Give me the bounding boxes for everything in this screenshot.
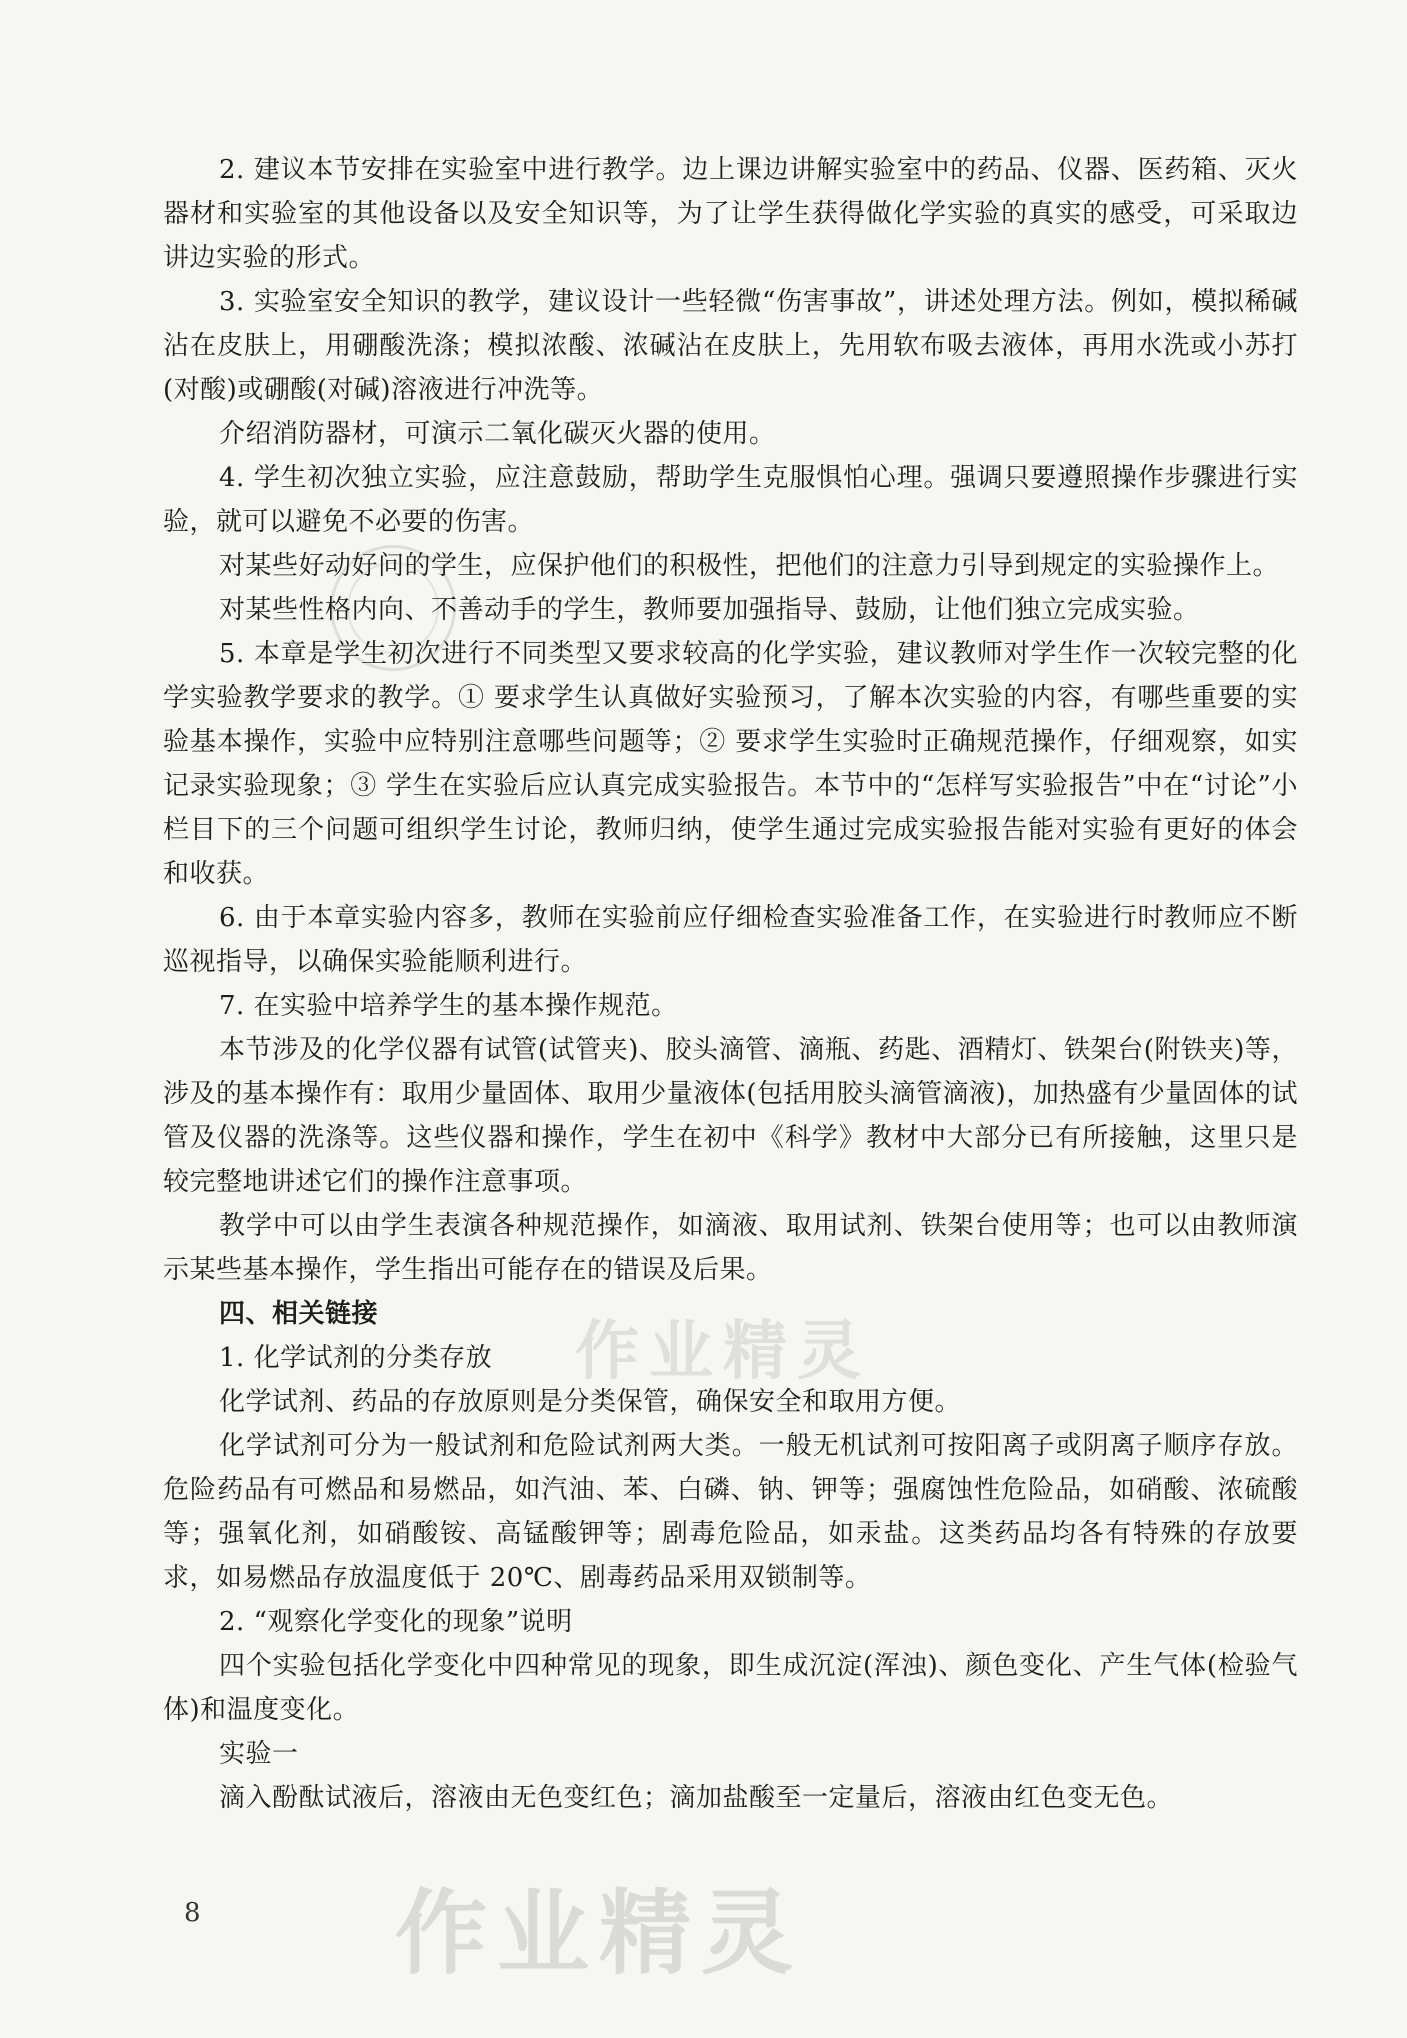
paragraph: 化学试剂可分为一般试剂和危险试剂两大类。一般无机试剂可按阳离子或阴离子顺序存放。危险药品有可燃品和易燃品，如汽油、苯、白磷、钠、钾等；强腐蚀性危险品，如硝酸、浓硫酸等；强氧化剂，如硝酸铵、高锰酸钾等；剧毒危险品，如汞盐。这类药品均各有特殊的存放要求，如易燃品存放温度低于 20℃、剧毒药品采用双锁制等。 xyxy=(163,1431,1298,1593)
watermark: 作业精灵 xyxy=(395,1880,804,1987)
paragraph: 教学中可以由学生表演各种规范操作，如滴液、取用试剂、铁架台使用等；也可以由教师演示某些基本操作，学生指出可能存在的错误及后果。 xyxy=(163,1211,1298,1285)
paragraph: 2. 建议本节安排在实验室中进行教学。边上课边讲解实验室中的药品、仪器、医药箱、灭火器材和实验室的其他设备以及安全知识等，为了让学生获得做化学实验的真实的感受，可采取边讲边实验的形式。 xyxy=(163,155,1298,273)
paragraph: 四个实验包括化学变化中四种常见的现象，即生成沉淀(浑浊)、颜色变化、产生气体(检验气体)和温度变化。 xyxy=(163,1651,1298,1725)
subheading: 2. “观察化学变化的现象”说明 xyxy=(219,1607,573,1637)
paragraph: 7. 在实验中培养学生的基本操作规范。 xyxy=(219,991,678,1021)
page-number: 8 xyxy=(184,1898,201,1928)
paragraph: 实验一 xyxy=(219,1739,299,1769)
paragraph: 对某些性格内向、不善动手的学生，教师要加强指导、鼓励，让他们独立完成实验。 xyxy=(219,595,1200,625)
paragraph: 5. 本章是学生初次进行不同类型又要求较高的化学实验，建议教师对学生作一次较完整的化学实验教学要求的教学。① 要求学生认真做好实验预习，了解本次实验的内容，有哪些重要的实验基本操作，实验中应特别注意哪些问题等；② 要求学生实验时正确规范操作，仔细观察，如实记录实验现象；③ 学生在实验后应认真完成实验报告。本节中的“怎样写实验报告”中在“讨论”小栏目下的三个问题可组织学生讨论，教师归纳，使学生通过完成实验报告能对实验有更好的体会和收获。 xyxy=(163,639,1298,889)
paragraph: 滴入酚酞试液后，溶液由无色变红色；滴加盐酸至一定量后，溶液由红色变无色。 xyxy=(219,1783,1174,1813)
paragraph: 4. 学生初次独立实验，应注意鼓励，帮助学生克服惧怕心理。强调只要遵照操作步骤进行实验，就可以避免不必要的伤害。 xyxy=(163,463,1298,537)
paragraph: 3. 实验室安全知识的教学，建议设计一些轻微“伤害事故”，讲述处理方法。例如，模拟稀碱沾在皮肤上，用硼酸洗涤；模拟浓酸、浓碱沾在皮肤上，先用软布吸去液体，再用水洗或小苏打(对酸)或硼酸(对碱)溶液进行冲洗等。 xyxy=(163,287,1298,405)
paragraph: 对某些好动好问的学生，应保护他们的积极性，把他们的注意力引导到规定的实验操作上。 xyxy=(219,551,1280,581)
watermark: 作业精灵 xyxy=(575,1315,871,1389)
paragraph: 6. 由于本章实验内容多，教师在实验前应仔细检查实验准备工作，在实验进行时教师应不断巡视指导，以确保实验能顺利进行。 xyxy=(163,903,1298,977)
paragraph: 介绍消防器材，可演示二氧化碳灭火器的使用。 xyxy=(219,419,776,449)
page-body xyxy=(163,148,1298,1820)
paragraph: 本节涉及的化学仪器有试管(试管夹)、胶头滴管、滴瓶、药匙、酒精灯、铁架台(附铁夹)等，涉及的基本操作有：取用少量固体、取用少量液体(包括用胶头滴管滴液)，加热盛有少量固体的试管及仪器的洗涤等。这些仪器和操作，学生在初中《科学》教材中大部分已有所接触，这里只是较完整地讲述它们的操作注意事项。 xyxy=(163,1035,1298,1197)
subheading: 1. 化学试剂的分类存放 xyxy=(219,1343,493,1373)
paragraph: 化学试剂、药品的存放原则是分类保管，确保安全和取用方便。 xyxy=(219,1387,962,1417)
section-heading: 四、相关链接 xyxy=(219,1299,379,1329)
